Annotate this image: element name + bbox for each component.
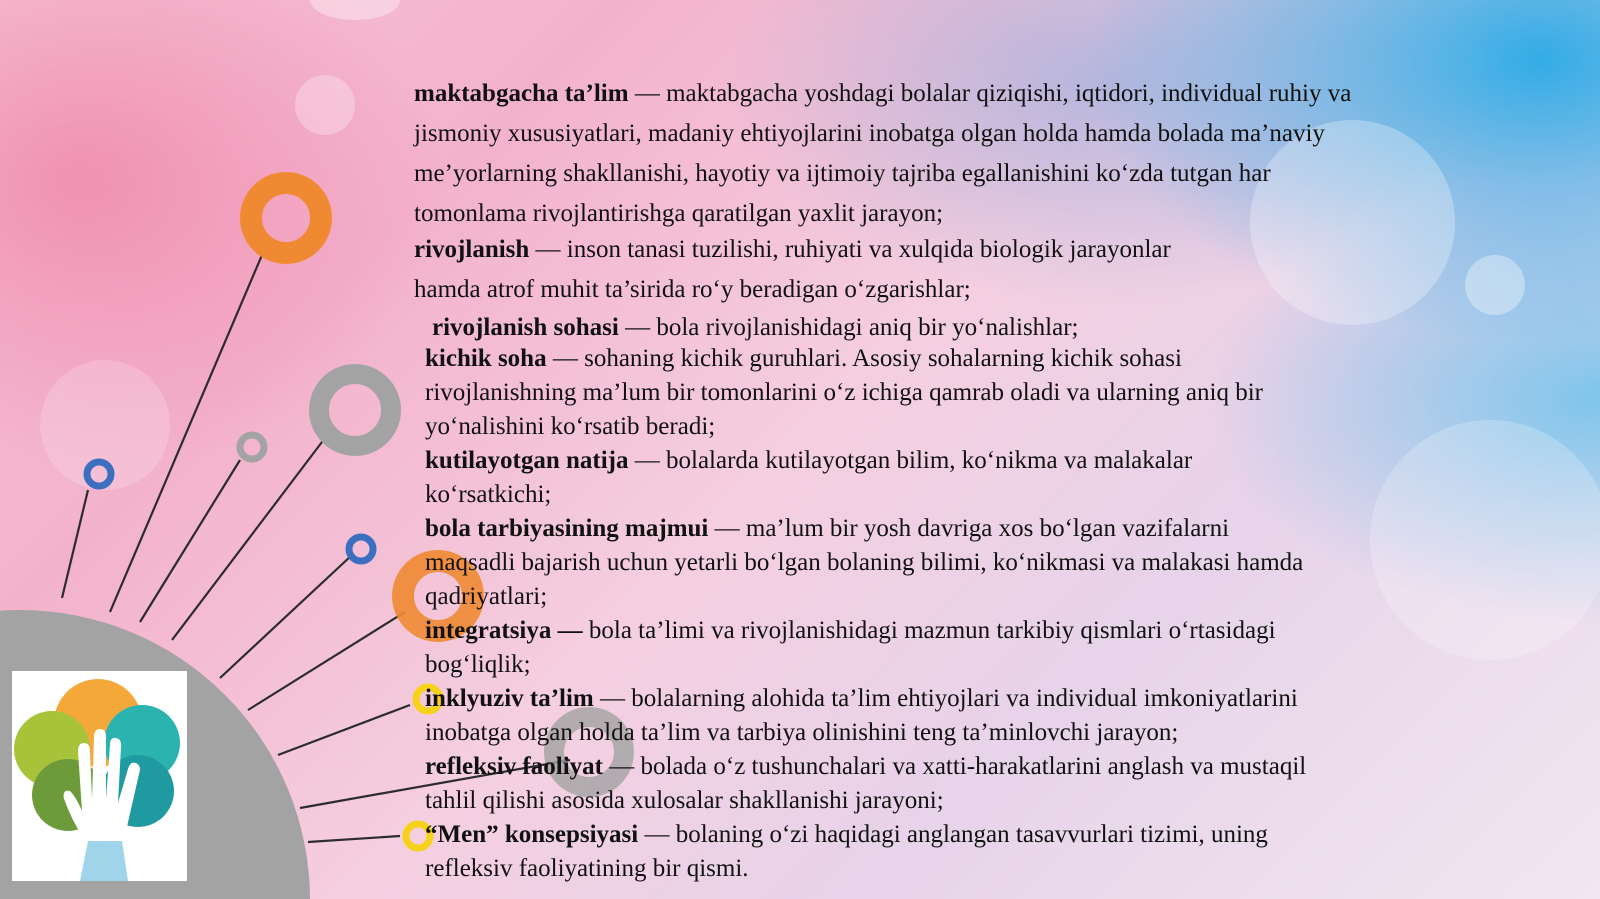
definition-line: tahlil qilishi asosida xulosalar shakllanishi jarayoni; (425, 787, 944, 814)
definition-inklyuziv-talim: inklyuziv ta’lim — bolalarning alohida ta’lim ehtiyojlari va individual imkoniyatlarini (425, 685, 1298, 712)
decor-line (140, 460, 240, 622)
definition-line: hamda atrof muhit ta’sirida ro‘y beradigan o‘zgarishlar; (414, 276, 971, 303)
definition-line: maqsadli bajarish uchun yetarli bo‘lgan bolaning bilimi, ko‘nikmasi va malakasi hamda (425, 549, 1304, 576)
tree-hand-icon (12, 671, 187, 881)
definition-line: inobatga olgan holda ta’lim va tarbiya olinishini teng ta’minlovchi jarayon; (425, 719, 1179, 746)
gray-ring (319, 374, 391, 446)
term-bold: kutilayotgan natija (425, 447, 629, 474)
gray-ring-small (240, 435, 264, 459)
definition-maktabgacha-talim: maktabgacha ta’lim — maktabgacha yoshdagi bolalar qiziqishi, iqtidori, individual ruhiy va (414, 80, 1352, 107)
definition-men-konsepsiyasi: “Men” konsepsiyasi — bolaning o‘zi haqidagi anglangan tasavvurlari tizimi, uning (425, 821, 1268, 848)
definition-line: me’yorlarning shakllanishi, hayotiy va ijtimoiy tajriba egallanishini ko‘zda tutgan har (414, 160, 1271, 187)
definition-line: yo‘nalishini ko‘rsatib beradi; (425, 413, 716, 440)
definition-rivojlanish: rivojlanish — inson tanasi tuzilishi, ruhiyati va xulqida biologik jarayonlar (414, 236, 1171, 263)
term-bold: rivojlanish sohasi (432, 314, 619, 341)
definition-line: bog‘liqlik; (425, 651, 531, 678)
term-bold: “Men” konsepsiyasi (425, 821, 639, 848)
decor-line (248, 612, 405, 710)
decor-line (62, 490, 88, 598)
definition-rivojlanish-sohasi: rivojlanish sohasi — bola rivojlanishidagi aniq bir yo‘nalishlar; (432, 314, 1079, 341)
decor-line (172, 438, 325, 640)
term-bold: inklyuziv ta’lim (425, 685, 594, 712)
definition-refleksiv-faoliyat: refleksiv faoliyat — bolada o‘z tushunchalari va xatti-harakatlarini anglash va mustaqil (425, 753, 1307, 780)
definition-integratsiya: integratsiya — bola ta’limi va rivojlanishidagi mazmun tarkibiy qismlari o‘rtasidagi (425, 617, 1276, 644)
decor-line (220, 555, 352, 678)
definition-line: qadriyatlari; (425, 583, 548, 610)
definition-line: tomonlama rivojlantirishga qaratilgan yaxlit jarayon; (414, 200, 944, 227)
decor-line (308, 836, 400, 842)
definition-kutilayotgan-natija: kutilayotgan natija — bolalarda kutilayotgan bilim, ko‘nikma va malakalar (425, 447, 1193, 474)
definition-line: jismoniy xususiyatlari, madaniy ehtiyojlarini inobatga olgan holda hamda bolada ma’naviy (414, 120, 1325, 147)
definition-line: ko‘rsatkichi; (425, 481, 552, 508)
term-bold: kichik soha (425, 345, 547, 372)
definition-line: rivojlanishning ma’lum bir tomonlarini o‘z ichiga qamrab oladi va ularning aniq bir (425, 379, 1263, 406)
decor-line (110, 255, 262, 612)
blue-ring (349, 537, 373, 561)
definition-bola-tarbiyasining-majmui: bola tarbiyasining majmui — ma’lum bir yosh davriga xos bo‘lgan vazifalarni (425, 515, 1230, 542)
definition-line: refleksiv faoliyatining bir qismi. (425, 855, 749, 882)
term-bold: rivojlanish (414, 236, 530, 263)
term-bold: integratsiya — (425, 617, 583, 644)
definition-kichik-soha: kichik soha — sohaning kichik guruhlari. Asosiy sohalarning kichik sohasi (425, 345, 1182, 372)
term-bold: refleksiv faoliyat (425, 753, 603, 780)
term-bold: maktabgacha ta’lim (414, 80, 629, 107)
term-bold: bola tarbiyasining majmui (425, 515, 709, 542)
orange-ring (251, 183, 321, 253)
decor-line (278, 705, 410, 755)
tree-hand-logo (12, 671, 187, 881)
blue-ring (87, 462, 111, 486)
